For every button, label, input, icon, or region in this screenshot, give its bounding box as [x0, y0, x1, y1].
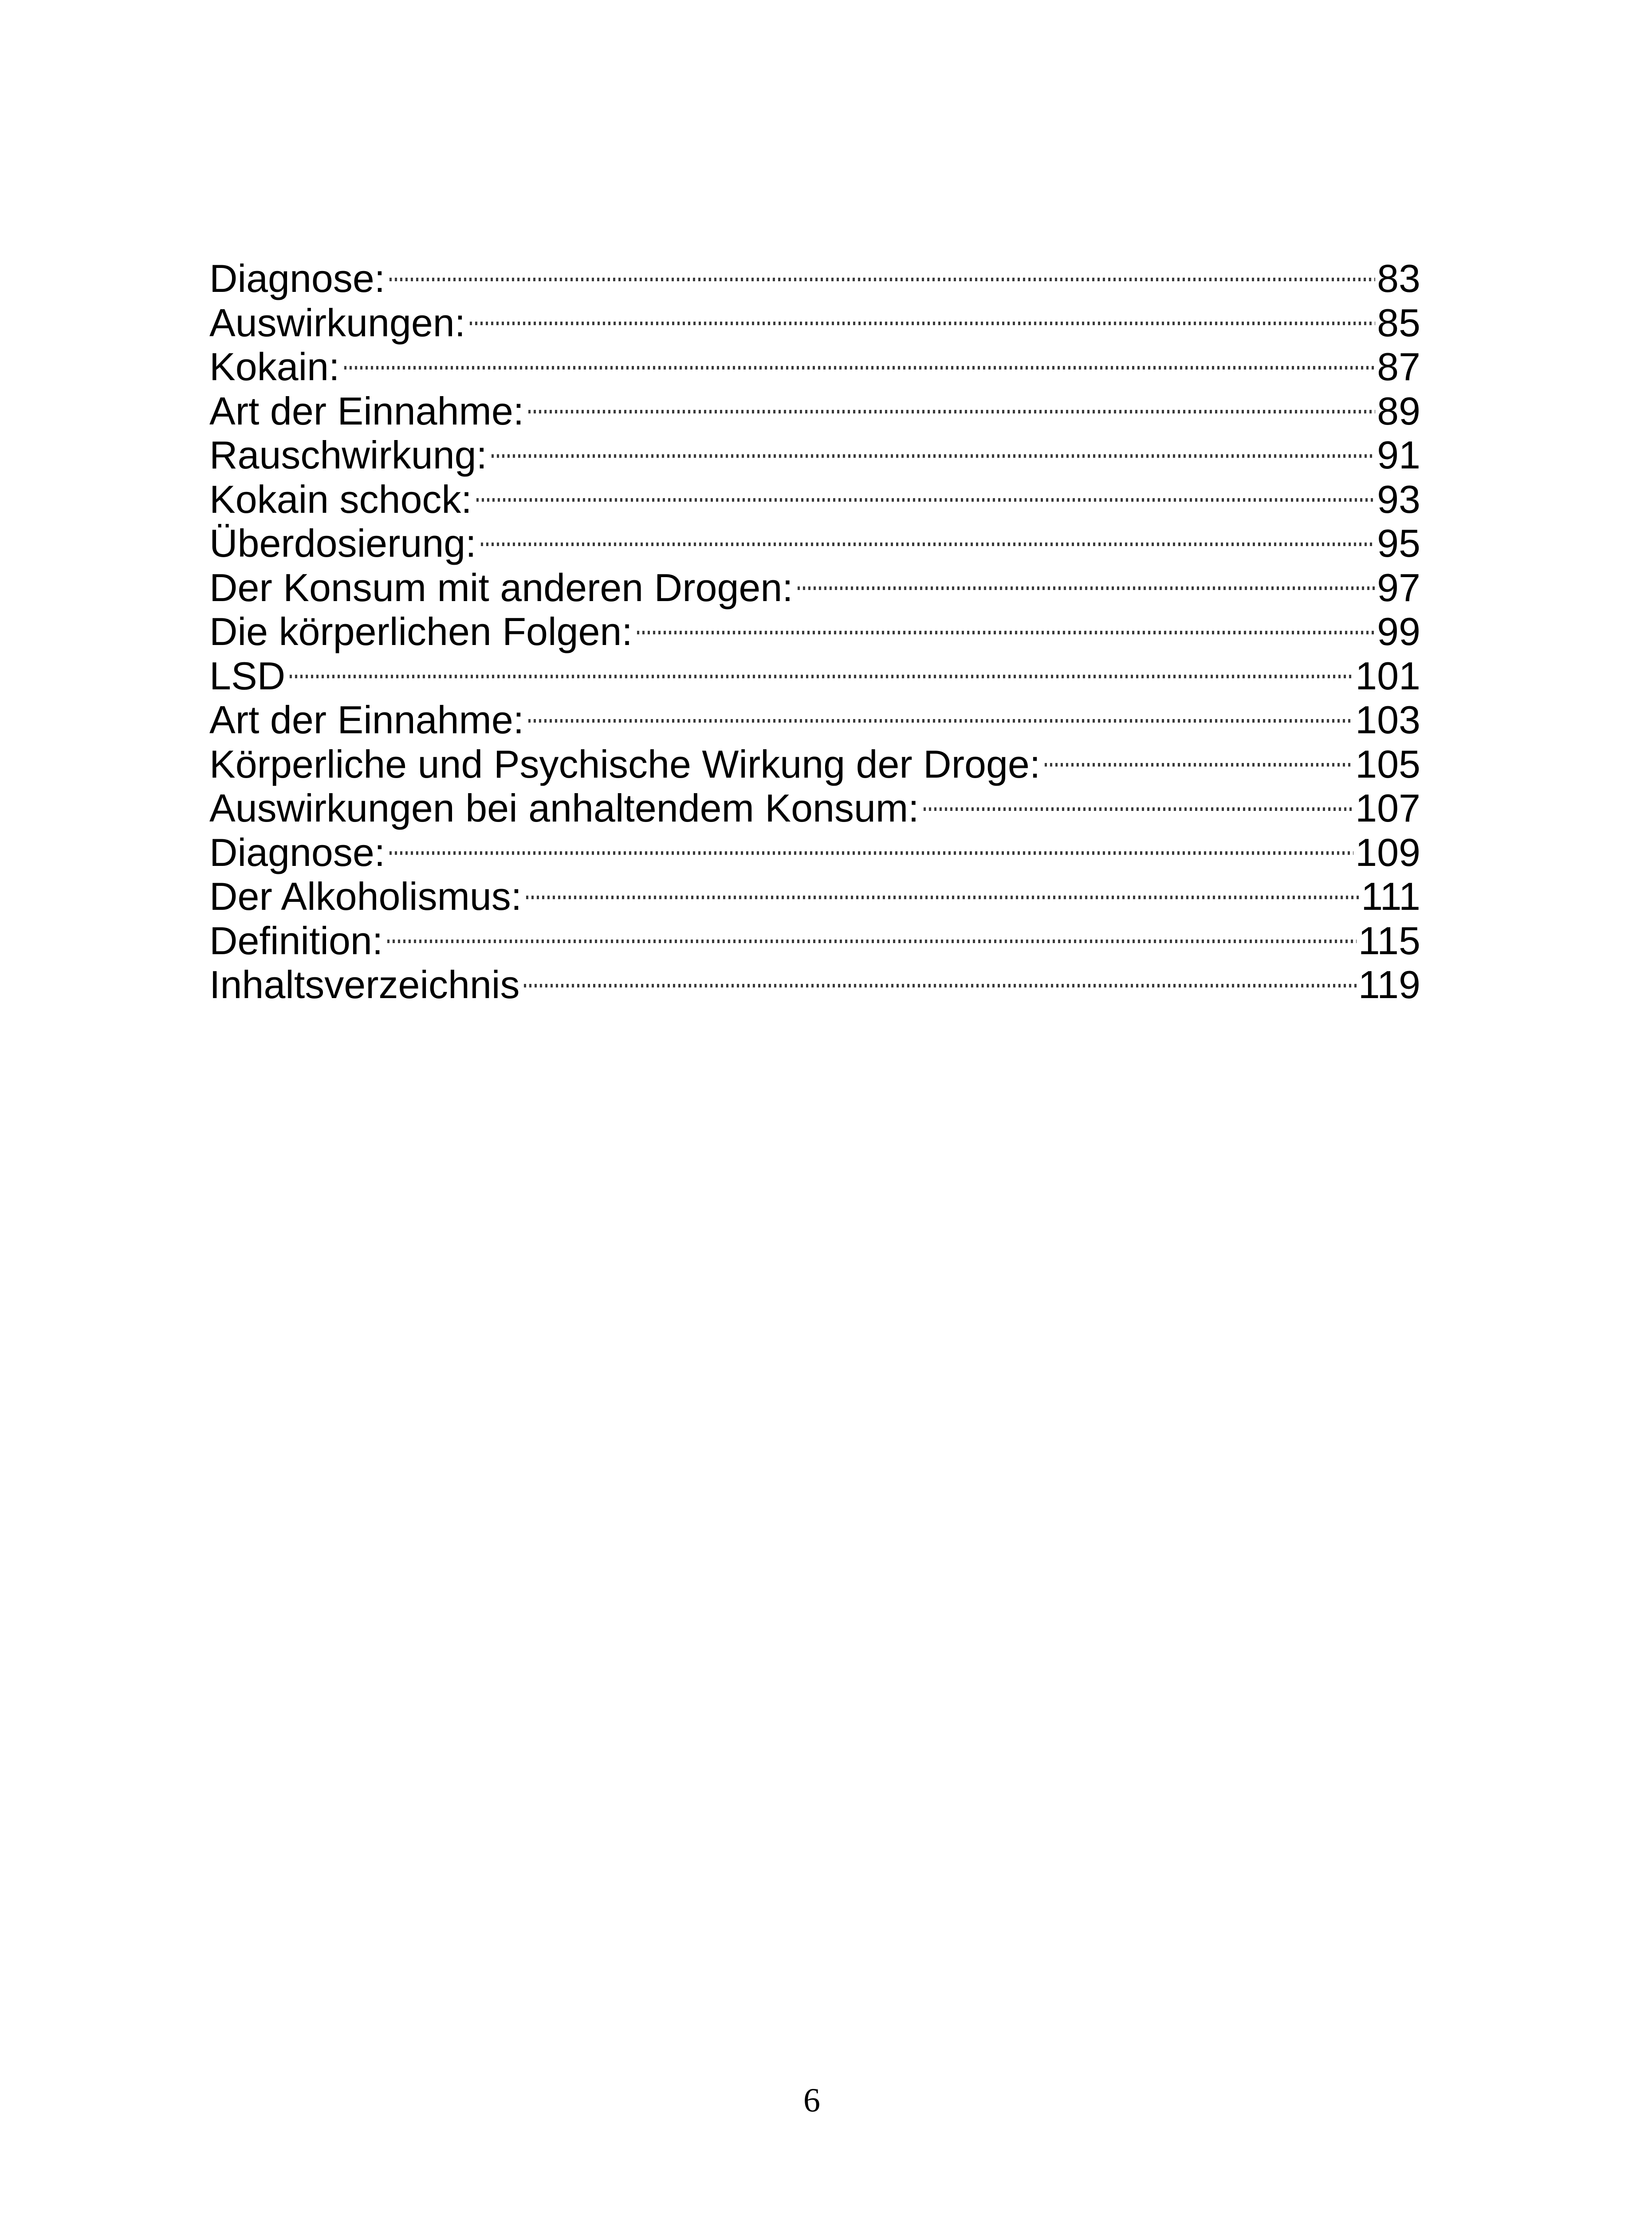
toc-entry[interactable]	[209, 786, 1420, 830]
toc-entry-page: 115	[1358, 918, 1420, 963]
toc-entry-page: 109	[1355, 830, 1420, 874]
toc-dot-leader	[389, 851, 1353, 855]
toc-entry-title: Auswirkungen:	[209, 300, 466, 345]
toc-entry-page: 107	[1355, 786, 1420, 830]
toc-dot-leader	[387, 940, 1356, 943]
page-number: 6	[803, 2082, 820, 2119]
toc-entry-page: 103	[1355, 698, 1420, 742]
toc-entry-title: Überdosierung:	[209, 521, 476, 565]
toc-entry-page: 93	[1377, 477, 1420, 521]
toc-dot-leader	[389, 278, 1375, 281]
toc-entry-title: LSD	[209, 653, 286, 698]
toc-dot-leader	[290, 675, 1353, 678]
toc-entry[interactable]	[209, 477, 1420, 522]
toc-entry-title: Kokain:	[209, 345, 340, 389]
toc-entry[interactable]	[209, 345, 1420, 389]
toc-entry[interactable]	[209, 742, 1420, 787]
toc-entry-page: 99	[1377, 610, 1420, 653]
toc-entry-page: 83	[1377, 256, 1420, 300]
toc-dot-leader	[476, 498, 1375, 502]
toc-entry-page: 85	[1377, 300, 1420, 345]
toc-entry-title: Art der Einnahme:	[209, 698, 524, 742]
toc-entry[interactable]	[209, 698, 1420, 742]
toc-dot-leader	[481, 543, 1375, 546]
toc-entry-page: 97	[1377, 565, 1420, 610]
toc-entry[interactable]	[209, 433, 1420, 477]
toc-entry-title: Die körperlichen Folgen:	[209, 610, 633, 653]
toc-dot-leader	[1045, 763, 1353, 767]
toc-entry-title: Definition:	[209, 918, 383, 963]
toc-entry-page: 87	[1377, 345, 1420, 389]
toc-entry[interactable]	[209, 654, 1420, 698]
toc-entry[interactable]	[209, 301, 1420, 345]
toc-entry-title: Kokain schock:	[209, 477, 472, 521]
toc-entry-title: Der Alkoholismus:	[209, 874, 522, 918]
toc-entry[interactable]	[209, 566, 1420, 610]
toc-entry-page: 111	[1361, 874, 1420, 918]
toc-entry-title: Körperliche und Psychische Wirkung der Droge:	[209, 742, 1041, 786]
toc-entry[interactable]	[209, 256, 1420, 301]
toc-entry-page: 119	[1358, 963, 1420, 1007]
toc-dot-leader	[492, 454, 1375, 458]
toc-dot-leader	[924, 807, 1354, 811]
toc-entry-page: 89	[1377, 389, 1420, 433]
toc-entry-title: Diagnose:	[209, 830, 385, 874]
toc-entry[interactable]	[209, 919, 1420, 963]
toc-entry-page: 95	[1377, 521, 1420, 565]
toc-entry-title: Art der Einnahme:	[209, 389, 524, 433]
toc-entry-title: Diagnose:	[209, 256, 385, 300]
toc-dot-leader	[528, 410, 1375, 413]
toc-entry-title: Rauschwirkung:	[209, 433, 488, 477]
toc-dot-leader	[470, 322, 1375, 325]
toc-entry[interactable]	[209, 963, 1420, 1007]
toc-entry[interactable]	[209, 389, 1420, 433]
toc-entry-page: 105	[1355, 742, 1420, 786]
toc-dot-leader	[344, 366, 1376, 370]
toc-dot-leader	[526, 896, 1359, 899]
toc-entry-page: 101	[1355, 653, 1420, 698]
toc-entry[interactable]	[209, 610, 1420, 654]
toc-dot-leader	[798, 586, 1375, 590]
toc-entry-title: Auswirkungen bei anhaltendem Konsum:	[209, 786, 919, 830]
table-of-contents	[209, 256, 1420, 1007]
toc-entry-title: Der Konsum mit anderen Drogen:	[209, 565, 793, 610]
toc-entry[interactable]	[209, 874, 1420, 919]
toc-entry-title: Inhaltsverzeichnis	[209, 963, 520, 1007]
toc-dot-leader	[524, 984, 1356, 987]
toc-entry[interactable]	[209, 521, 1420, 566]
toc-entry-page: 91	[1377, 433, 1420, 477]
toc-dot-leader	[637, 631, 1375, 634]
toc-dot-leader	[528, 719, 1353, 723]
toc-entry[interactable]	[209, 830, 1420, 875]
